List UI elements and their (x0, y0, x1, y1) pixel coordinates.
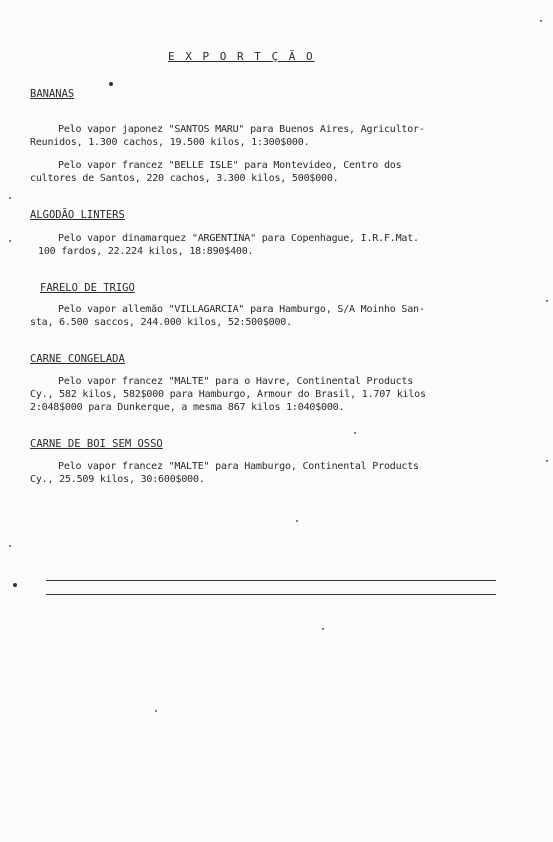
text-line: Cy., 25.509 kilos, 30:600$000. (30, 474, 205, 485)
page-title: E X P O R T Ç Ã O (168, 50, 315, 63)
scan-speck (155, 710, 157, 712)
scan-speck (354, 432, 356, 434)
text-line: cultores de Santos, 220 cachos, 3.300 kilos, 500$000. (30, 173, 339, 184)
text-line: Reunidos, 1.300 cachos, 19.500 kilos, 1:300$000. (30, 137, 310, 148)
section-heading-algodao-linters: ALGODÃO LINTERS (30, 209, 125, 221)
scan-speck (9, 240, 11, 242)
scan-speck (546, 460, 548, 462)
text-line: Pelo vapor japonez "SANTOS MARU" para Buenos Aires, Agricultor- (58, 124, 425, 135)
section-heading-carne-congelada: CARNE CONGELADA (30, 353, 125, 365)
scan-speck (296, 520, 298, 522)
scan-speck (109, 82, 113, 86)
text-line: Pelo vapor francez "MALTE" para o Havre, Continental Products (58, 376, 414, 387)
text-line: Pelo vapor allemão "VILLAGARCIA" para Hamburgo, S/A Moinho San- (58, 304, 425, 315)
text-line: Pelo vapor dinamarquez "ARGENTINA" para Copenhague, I.R.F.Mat. (58, 233, 419, 244)
text-line: 100 fardos, 22.224 kilos, 18:890$400. (38, 246, 254, 257)
text-line: Pelo vapor francez "BELLE ISLE" para Montevideo, Centro dos (58, 160, 402, 171)
section-heading-carne-de-boi-sem-osso: CARNE DE BOI SEM OSSO (30, 438, 163, 450)
separator-rule (46, 594, 496, 595)
text-line: Pelo vapor francez "MALTE" para Hamburgo, Continental Products (58, 461, 419, 472)
section-heading-farelo-de-trigo: FARELO DE TRIGO (40, 282, 135, 294)
text-line: 2:048$000 para Dunkerque, a mesma 867 kilos 1:040$000. (30, 402, 345, 413)
text-line: Cy., 582 kilos, 582$000 para Hamburgo, Armour do Brasil, 1.707 kilos (30, 389, 426, 400)
section-heading-bananas: BANANAS (30, 88, 75, 100)
text-line: sta, 6.500 saccos, 244.000 kilos, 52:500$000. (30, 317, 292, 328)
scan-speck (546, 300, 548, 302)
scan-speck (9, 545, 11, 547)
scan-speck (9, 197, 11, 199)
separator-rule (46, 580, 496, 581)
scan-speck (322, 628, 324, 630)
scan-speck (13, 583, 17, 587)
scan-speck (540, 20, 542, 22)
